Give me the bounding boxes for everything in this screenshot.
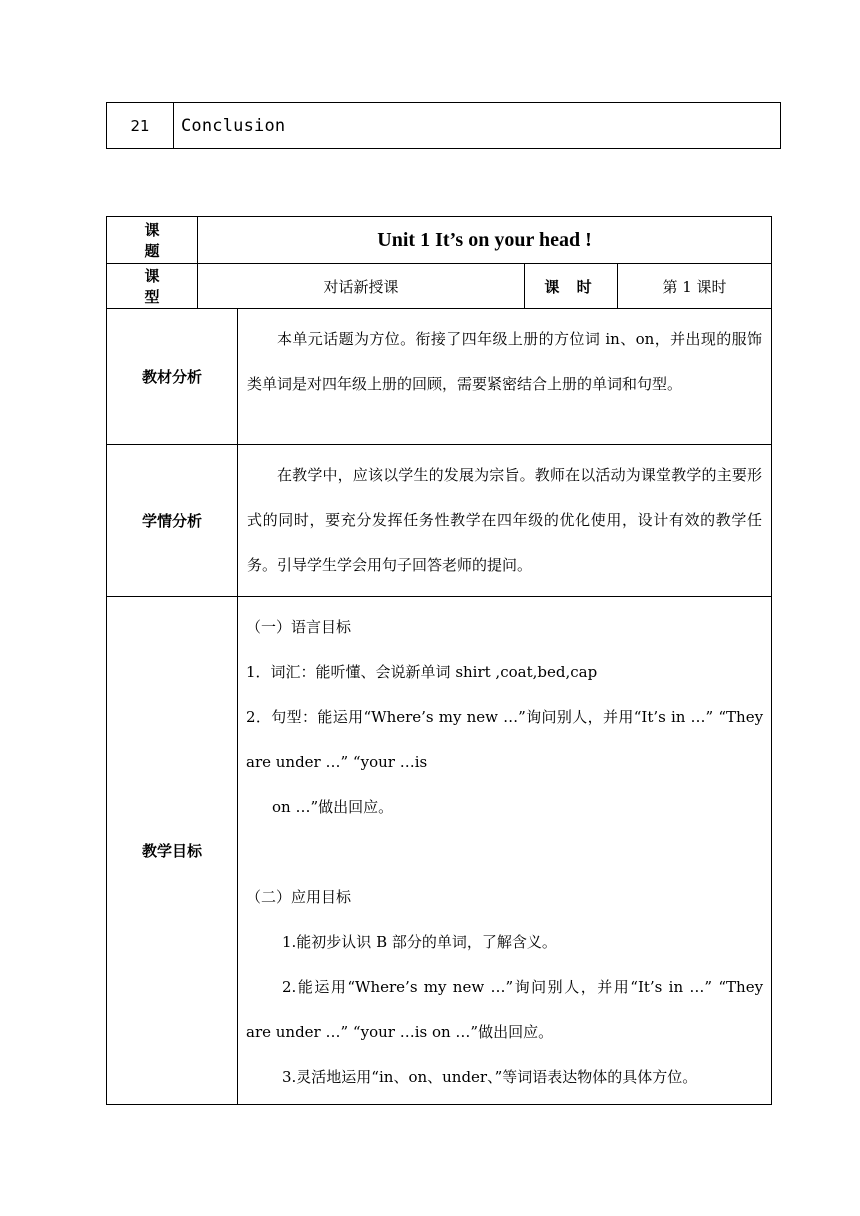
table-row bbox=[107, 264, 772, 309]
type-label: 课 型 bbox=[107, 264, 198, 309]
application-goals-heading: （二）应用目标 bbox=[246, 888, 352, 906]
application-goal-3: 3.灵活地运用“in、on、under、”等词语表达物体的具体方位。 bbox=[282, 1068, 698, 1086]
goals-cell bbox=[238, 597, 772, 1105]
type-value: 对话新授课 bbox=[198, 264, 525, 309]
period-value: 第 1 课时 bbox=[618, 264, 772, 309]
material-text: 本单元话题为方位。衔接了四年级上册的方位词 in、on，并出现的服饰类单词是对四年级上册的回顾，需要紧密结合上册的单词和句型。 bbox=[238, 309, 772, 445]
student-label: 学情分析 bbox=[107, 445, 238, 597]
table-row bbox=[107, 445, 772, 597]
language-goal-2-cont: on …”做出回应。 bbox=[272, 798, 394, 816]
table-row bbox=[107, 103, 781, 149]
table-row bbox=[107, 217, 772, 264]
student-text: 在教学中，应该以学生的发展为宗旨。教师在以活动为课堂教学的主要形式的同时，要充分发挥任务性教学在四年级的优化使用，设计有效的教学任务。引导学生学会用句子回答老师的提问。 bbox=[238, 445, 772, 597]
period-label: 课 时 bbox=[525, 264, 618, 309]
spacer bbox=[246, 830, 763, 875]
title-label: 课 题 bbox=[107, 217, 198, 264]
goals-label: 教学目标 bbox=[107, 597, 238, 1105]
application-goal-1: 1.能初步认识 B 部分的单词，了解含义。 bbox=[282, 933, 557, 951]
section-table bbox=[106, 102, 781, 149]
language-goals-heading: （一）语言目标 bbox=[246, 618, 352, 636]
application-goal-2: 2.能运用“Where’s my new …”询问别人，并用“It’s in …” “They are under …” “your …is on …”做出回应。 bbox=[246, 978, 764, 1041]
language-goal-2: 2．句型：能运用“Where’s my new …”询问别人，并用“It’s in …” “They are under …” “your …is bbox=[246, 708, 764, 771]
section-title: Conclusion bbox=[174, 103, 781, 149]
language-goal-1: 1．词汇：能听懂、会说新单词 shirt ,coat,bed,cap bbox=[246, 663, 598, 681]
table-row bbox=[107, 309, 772, 445]
material-label: 教材分析 bbox=[107, 309, 238, 445]
lesson-title: Unit 1 It’s on your head ! bbox=[198, 217, 772, 264]
section-number: 21 bbox=[107, 103, 174, 149]
lesson-plan-table bbox=[106, 216, 772, 1105]
table-row bbox=[107, 597, 772, 1105]
